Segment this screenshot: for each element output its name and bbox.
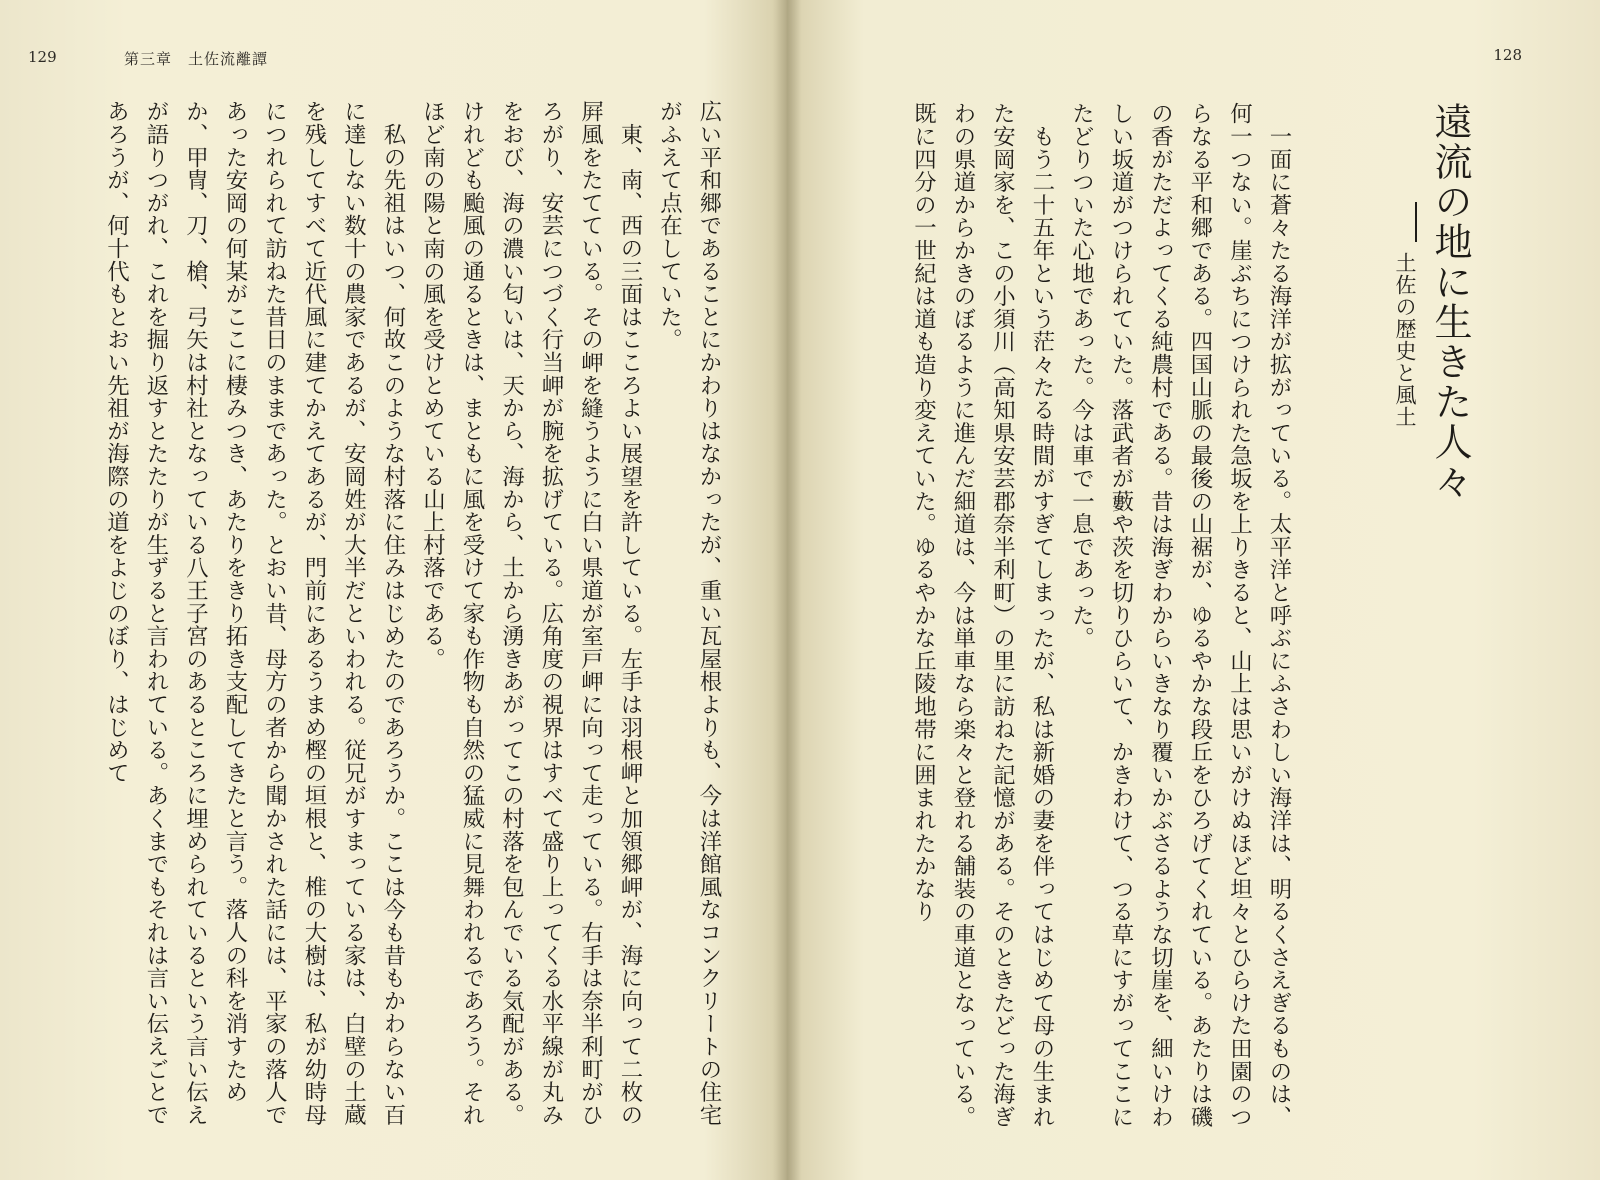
paragraph: 広い平和郷であることにかわりはなかったが、重い瓦屋根よりも、今は洋館風なコンクリートの住宅がふえて点在していた。 — [656, 100, 722, 1126]
page-number-left: 129 — [28, 48, 57, 66]
right-body-text — [848, 102, 1298, 1132]
chapter-subtitle — [1390, 202, 1420, 428]
em-dash — [1415, 202, 1417, 242]
left-page — [0, 0, 786, 1180]
paragraph: 一面に蒼々たる海洋が拡がっている。太平洋と呼ぶにふさわしい海洋は、明るくさえぎるものは、何一つない。崖ぶちにつけられた急坂を上りきると、山上は思いがけぬほど坦々とひらけた田園のつらなる平和郷である。四国山脈の最後の山裾が、ゆるやかな段丘をひろげてくれている。あたりは磯の香がただよってくる純農村である。昔は海ぎわからいきなり覆いかぶさるような切崖を、細いけわしい坂道がつけられていた。落武者が藪や茨を切りひらいて、かきわけて、つる草にすがってここにたどりついた心地であった。今は車で一息であった。 — [1068, 102, 1292, 1128]
paragraph: もう二十五年という茫々たる時間がすぎてしまったが、私は新婚の妻を伴ってはじめて母の生まれた安岡家を、この小須川（高知県安芸郡奈半利町）の里に訪ねた記憶がある。そのときたどった海ぎわの県道からかきのぼるように進んだ細道は、今は単車なら楽々と登れる舗装の車道となっている。既に四分の一世紀は道も造り変えていた。ゆるやかな丘陵地帯に囲まれたかなり — [910, 102, 1055, 1128]
left-body-text — [28, 100, 728, 1130]
running-head: 第三章 土佐流離譚 — [124, 50, 269, 68]
right-page — [800, 0, 1600, 1180]
chapter-subtitle-text: 土佐の歴史と風土 — [1393, 252, 1417, 428]
page-number-right: 128 — [1493, 46, 1522, 64]
paragraph: 私の先祖はいつ、何故このような村落に住みはじめたのであろうか。ここは今も昔もかわらない百に達しない数十の農家であるが、安岡姓が大半だといわれる。従兄がすまっている家は、白壁の土蔵を残してすべて近代風に建てかえてあるが、門前にあるうまめ樫の垣根と、椎の大樹は、私が幼時母につれられて訪ねた昔日のままであった。とおい昔、母方の者から聞かされた話には、平家の落人であった安岡の何某がここに棲みつき、あたりをきり拓き支配してきたと言う。落人の科を消すためか、甲冑、刀、槍、弓矢は村社となっている八王子宮のあるところに埋められているという言い伝えが語りつがれ、これを掘り返すとたたりが生ずると言われている。あくまでもそれは言い伝えごとであろうが、何十代もとおい先祖が海際の道をよじのぼり、はじめて — [103, 100, 406, 1126]
paragraph: 東、南、西の三面はこころよい展望を許している。左手は羽根岬と加領郷岬が、海に向って二枚の屛風をたてている。その岬を縫うように白い県道が室戸岬に向って走っている。右手は奈半利町がひろがり、安芸につづく行当岬が腕を拡げている。広角度の視界はすべて盛り上ってくる水平線が丸みをおび、海の濃い匂いは、天から、海から、土から湧きあがってこの村落を包んでいる気配がある。けれども颱風の通るときは、まともに風を受けて家も作物も自然の猛威に見舞われるであろう。それほど南の陽と南の風を受けとめている山上村落である。 — [419, 100, 643, 1126]
chapter-title: 遠流の地に生きた人々 — [1428, 102, 1472, 502]
